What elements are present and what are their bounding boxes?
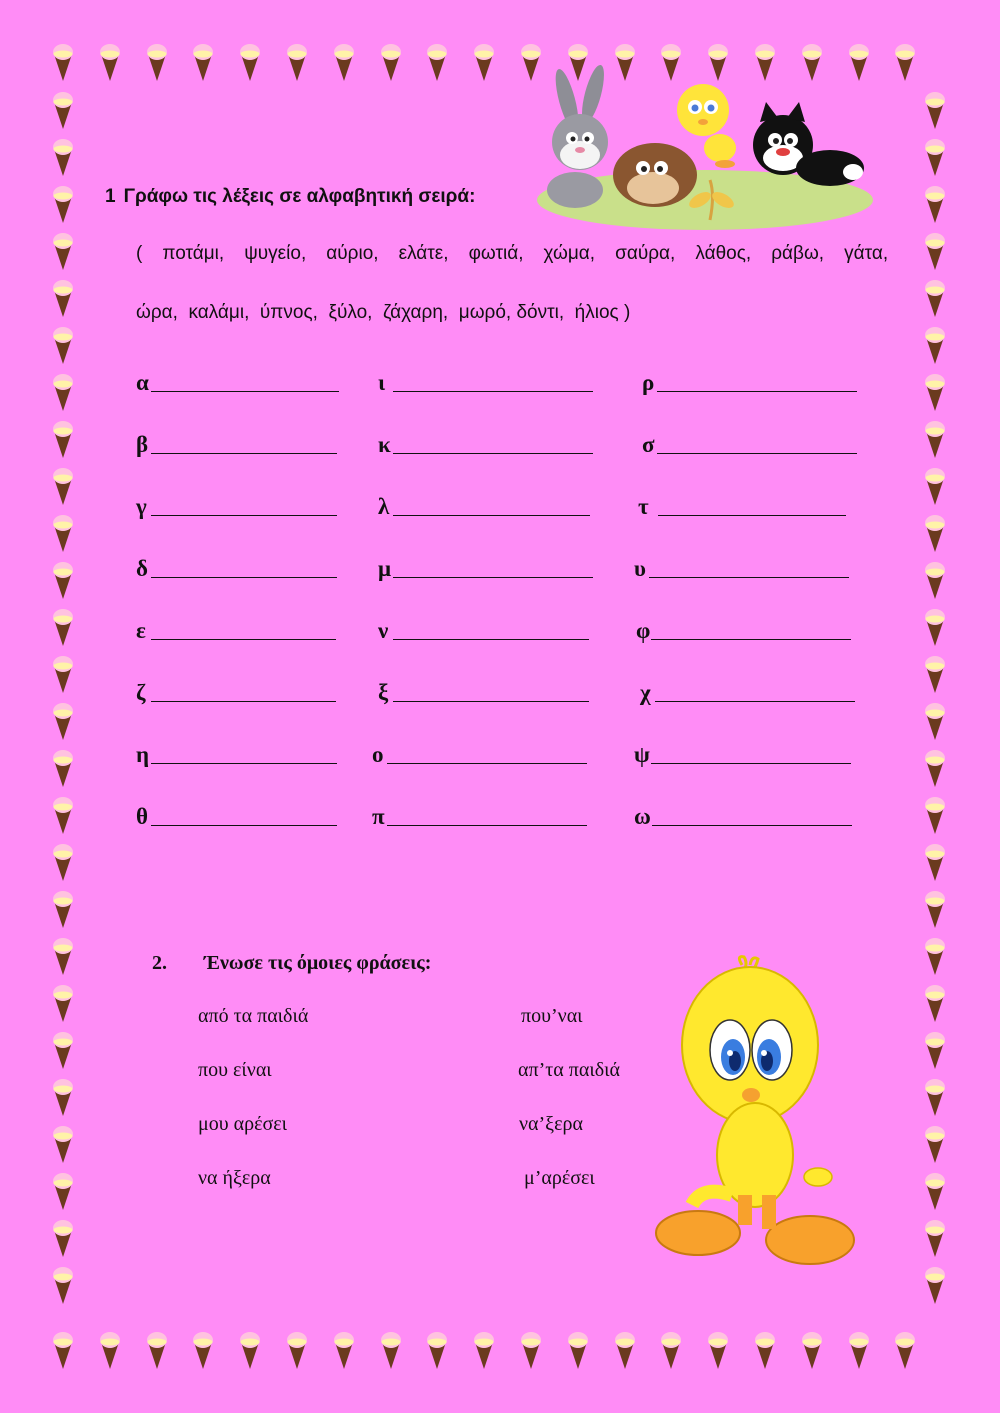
letter: θ — [136, 804, 149, 829]
answer-row[interactable] — [136, 432, 337, 458]
word: λάθος, — [695, 243, 752, 264]
ice-cream-cone-icon — [286, 42, 308, 82]
ice-cream-cone-icon — [707, 1330, 729, 1370]
ice-cream-cone-icon — [52, 1171, 74, 1211]
answer-row[interactable] — [378, 680, 589, 706]
ice-cream-cone-icon — [52, 701, 74, 741]
ice-cream-cone-icon — [146, 42, 168, 82]
ice-cream-cone-icon — [52, 90, 74, 130]
word: ψυγείο, — [244, 243, 307, 264]
ice-cream-cone-icon — [924, 701, 946, 741]
ice-cream-cone-icon — [52, 654, 74, 694]
answer-row[interactable] — [638, 494, 846, 520]
ice-cream-cone-icon — [924, 795, 946, 835]
ice-cream-cone-icon — [52, 42, 74, 82]
answer-line[interactable] — [151, 825, 337, 826]
ice-cream-cone-icon — [52, 466, 74, 506]
ice-cream-cone-icon — [52, 184, 74, 224]
ice-cream-cone-icon — [924, 419, 946, 459]
letter: α — [136, 370, 149, 395]
answer-line[interactable] — [151, 515, 337, 516]
ice-cream-cone-icon — [924, 1077, 946, 1117]
answer-line[interactable] — [393, 577, 593, 578]
answer-row[interactable] — [378, 556, 593, 582]
ice-cream-cone-icon — [924, 1124, 946, 1164]
answer-row[interactable] — [372, 742, 587, 768]
letter: ρ — [642, 370, 655, 395]
answer-row[interactable] — [378, 370, 593, 396]
answer-line[interactable] — [151, 701, 336, 702]
answer-row[interactable] — [634, 556, 849, 582]
answer-row[interactable] — [136, 494, 337, 520]
ice-cream-cone-icon — [473, 42, 495, 82]
ice-cream-cone-icon — [333, 1330, 355, 1370]
answer-row[interactable] — [136, 370, 339, 396]
answer-row[interactable] — [642, 432, 857, 458]
answer-line[interactable] — [393, 391, 593, 392]
ice-cream-cone-icon — [924, 936, 946, 976]
ice-cream-cone-icon — [924, 1171, 946, 1211]
answer-line[interactable] — [655, 701, 855, 702]
ice-cream-cone-icon — [924, 1218, 946, 1258]
answer-row[interactable] — [636, 618, 851, 644]
exercise-2-title-text: Ένωσε τις όμοιες φράσεις: — [204, 952, 432, 974]
tweety-illustration — [650, 955, 860, 1275]
ice-cream-cone-icon — [52, 1077, 74, 1117]
ice-cream-cone-icon — [52, 231, 74, 271]
ice-cream-cone-icon — [924, 654, 946, 694]
letter: ζ — [136, 680, 146, 705]
ice-cream-cone-icon — [52, 1124, 74, 1164]
answer-row[interactable] — [136, 804, 337, 830]
answer-line[interactable] — [151, 391, 339, 392]
answer-line[interactable] — [651, 763, 851, 764]
letter: υ — [634, 556, 646, 581]
ice-cream-cone-icon — [924, 607, 946, 647]
ice-cream-cone-icon — [924, 983, 946, 1023]
letter: η — [136, 742, 150, 767]
right-phrase[interactable]: να’ξερα — [519, 1113, 583, 1135]
letter: ξ — [378, 680, 389, 705]
ice-cream-cone-icon — [99, 42, 121, 82]
answer-row[interactable] — [642, 370, 857, 396]
ice-cream-cone-icon — [660, 1330, 682, 1370]
answer-row[interactable] — [136, 618, 336, 644]
ice-cream-cone-icon — [924, 1030, 946, 1070]
letter: ψ — [634, 742, 650, 767]
letter: φ — [636, 618, 651, 643]
ice-cream-cone-icon — [924, 560, 946, 600]
right-phrase[interactable]: απ’τα παιδιά — [518, 1059, 620, 1081]
ice-cream-cone-icon — [754, 1330, 776, 1370]
ice-cream-cone-icon — [192, 42, 214, 82]
letter: π — [372, 804, 385, 829]
answer-line[interactable] — [387, 763, 587, 764]
ice-cream-cone-icon — [426, 1330, 448, 1370]
answer-line[interactable] — [151, 763, 337, 764]
letter: ο — [372, 742, 384, 767]
ice-cream-cone-icon — [52, 795, 74, 835]
ice-cream-cone-icon — [380, 42, 402, 82]
answer-row[interactable] — [136, 680, 336, 706]
baby-looney-tunes-illustration — [535, 60, 875, 230]
answer-row[interactable] — [136, 742, 337, 768]
exercise-1-title — [105, 186, 475, 208]
exercise-2-number: 2. — [152, 952, 167, 974]
answer-row[interactable] — [634, 804, 852, 830]
ice-cream-cone-icon — [333, 42, 355, 82]
answer-line[interactable] — [658, 515, 846, 516]
ice-cream-cone-icon — [52, 419, 74, 459]
ice-cream-cone-icon — [52, 842, 74, 882]
answer-row[interactable] — [378, 618, 589, 644]
letter: β — [136, 432, 149, 457]
letter: γ — [136, 494, 147, 519]
ice-cream-cone-icon — [52, 513, 74, 553]
letter: λ — [378, 494, 390, 519]
word: γάτα, — [844, 243, 889, 264]
word-list-line-2: ώρα, καλάμι, ύπνος, ξύλο, ζάχαρη, μωρό, δόντι, ήλιος ) — [136, 302, 631, 323]
ice-cream-cone-icon — [52, 1218, 74, 1258]
ice-cream-cone-icon — [924, 325, 946, 365]
letter: σ — [642, 432, 655, 457]
answer-line[interactable] — [151, 453, 337, 454]
letter: χ — [640, 680, 651, 705]
ice-cream-cone-icon — [924, 513, 946, 553]
ice-cream-cone-icon — [473, 1330, 495, 1370]
letter: κ — [378, 432, 391, 457]
ice-cream-cone-icon — [924, 278, 946, 318]
word: φωτιά, — [468, 243, 524, 264]
left-phrase[interactable]: που είναι — [198, 1059, 272, 1081]
letter: δ — [136, 556, 148, 581]
ice-cream-cone-icon — [52, 325, 74, 365]
ice-cream-cone-icon — [894, 1330, 916, 1370]
word: σαύρα, — [615, 243, 676, 264]
ice-cream-cone-icon — [52, 1030, 74, 1070]
letter: τ — [638, 494, 649, 519]
ice-cream-cone-icon — [52, 607, 74, 647]
answer-row[interactable] — [634, 742, 851, 768]
word: ελάτε, — [398, 243, 449, 264]
ice-cream-cone-icon — [239, 42, 261, 82]
answer-line[interactable] — [393, 639, 589, 640]
ice-cream-cone-icon — [924, 889, 946, 929]
ice-cream-cone-icon — [426, 42, 448, 82]
ice-cream-cone-icon — [614, 1330, 636, 1370]
answer-line[interactable] — [393, 453, 593, 454]
letter: μ — [378, 556, 392, 581]
answer-line[interactable] — [393, 701, 589, 702]
ice-cream-cone-icon — [52, 372, 74, 412]
answer-line[interactable] — [151, 639, 336, 640]
ice-cream-cone-icon — [924, 184, 946, 224]
word: αύριο, — [326, 243, 379, 264]
ice-cream-cone-icon — [99, 1330, 121, 1370]
ice-cream-cone-icon — [848, 1330, 870, 1370]
ice-cream-cone-icon — [52, 137, 74, 177]
answer-line[interactable] — [657, 391, 857, 392]
ice-cream-cone-icon — [52, 889, 74, 929]
answer-line[interactable] — [387, 825, 587, 826]
ice-cream-cone-icon — [924, 1265, 946, 1305]
ice-cream-cone-icon — [924, 90, 946, 130]
letter: ω — [634, 804, 651, 829]
right-phrase[interactable]: μ’αρέσει — [524, 1167, 595, 1189]
exercise-2-title — [152, 952, 431, 975]
ice-cream-cone-icon — [52, 936, 74, 976]
ice-cream-cone-icon — [924, 372, 946, 412]
answer-row[interactable] — [378, 432, 593, 458]
word: ( ποτάμι, — [136, 243, 225, 264]
answer-line[interactable] — [651, 639, 851, 640]
ice-cream-cone-icon — [924, 137, 946, 177]
ice-cream-cone-icon — [52, 1330, 74, 1370]
ice-cream-cone-icon — [924, 466, 946, 506]
ice-cream-cone-icon — [52, 1265, 74, 1305]
ice-cream-cone-icon — [924, 842, 946, 882]
left-phrase[interactable]: μου αρέσει — [198, 1113, 288, 1135]
ice-cream-cone-icon — [801, 1330, 823, 1370]
answer-row[interactable] — [378, 494, 590, 520]
answer-line[interactable] — [151, 577, 337, 578]
letter: ν — [378, 618, 389, 643]
answer-line[interactable] — [657, 453, 857, 454]
letter: ι — [378, 370, 386, 395]
word: ράβω, — [771, 243, 825, 264]
ice-cream-cone-icon — [52, 983, 74, 1023]
ice-cream-cone-icon — [192, 1330, 214, 1370]
ice-cream-cone-icon — [52, 278, 74, 318]
letter: ε — [136, 618, 146, 643]
ice-cream-cone-icon — [146, 1330, 168, 1370]
word-list-line-1 — [136, 243, 888, 265]
ice-cream-cone-icon — [567, 1330, 589, 1370]
ice-cream-cone-icon — [239, 1330, 261, 1370]
answer-row[interactable] — [640, 680, 855, 706]
word: χώμα, — [543, 243, 596, 264]
answer-row[interactable] — [136, 556, 337, 582]
ice-cream-cone-icon — [520, 1330, 542, 1370]
left-phrase[interactable]: να ήξερα — [198, 1167, 271, 1189]
exercise-1-title-text: Γράφω τις λέξεις σε αλφαβητική σειρά: — [123, 186, 476, 207]
ice-cream-cone-icon — [894, 42, 916, 82]
answer-line[interactable] — [393, 515, 590, 516]
ice-cream-cone-icon — [380, 1330, 402, 1370]
answer-line[interactable] — [652, 825, 852, 826]
ice-cream-cone-icon — [52, 560, 74, 600]
left-phrase[interactable]: από τα παιδιά — [198, 1005, 309, 1027]
answer-line[interactable] — [649, 577, 849, 578]
answer-row[interactable] — [372, 804, 587, 830]
ice-cream-cone-icon — [924, 748, 946, 788]
ice-cream-cone-icon — [286, 1330, 308, 1370]
exercise-1-number: 1 — [105, 186, 116, 207]
right-phrase[interactable]: που’ναι — [521, 1005, 583, 1027]
ice-cream-cone-icon — [52, 748, 74, 788]
ice-cream-cone-icon — [924, 231, 946, 271]
